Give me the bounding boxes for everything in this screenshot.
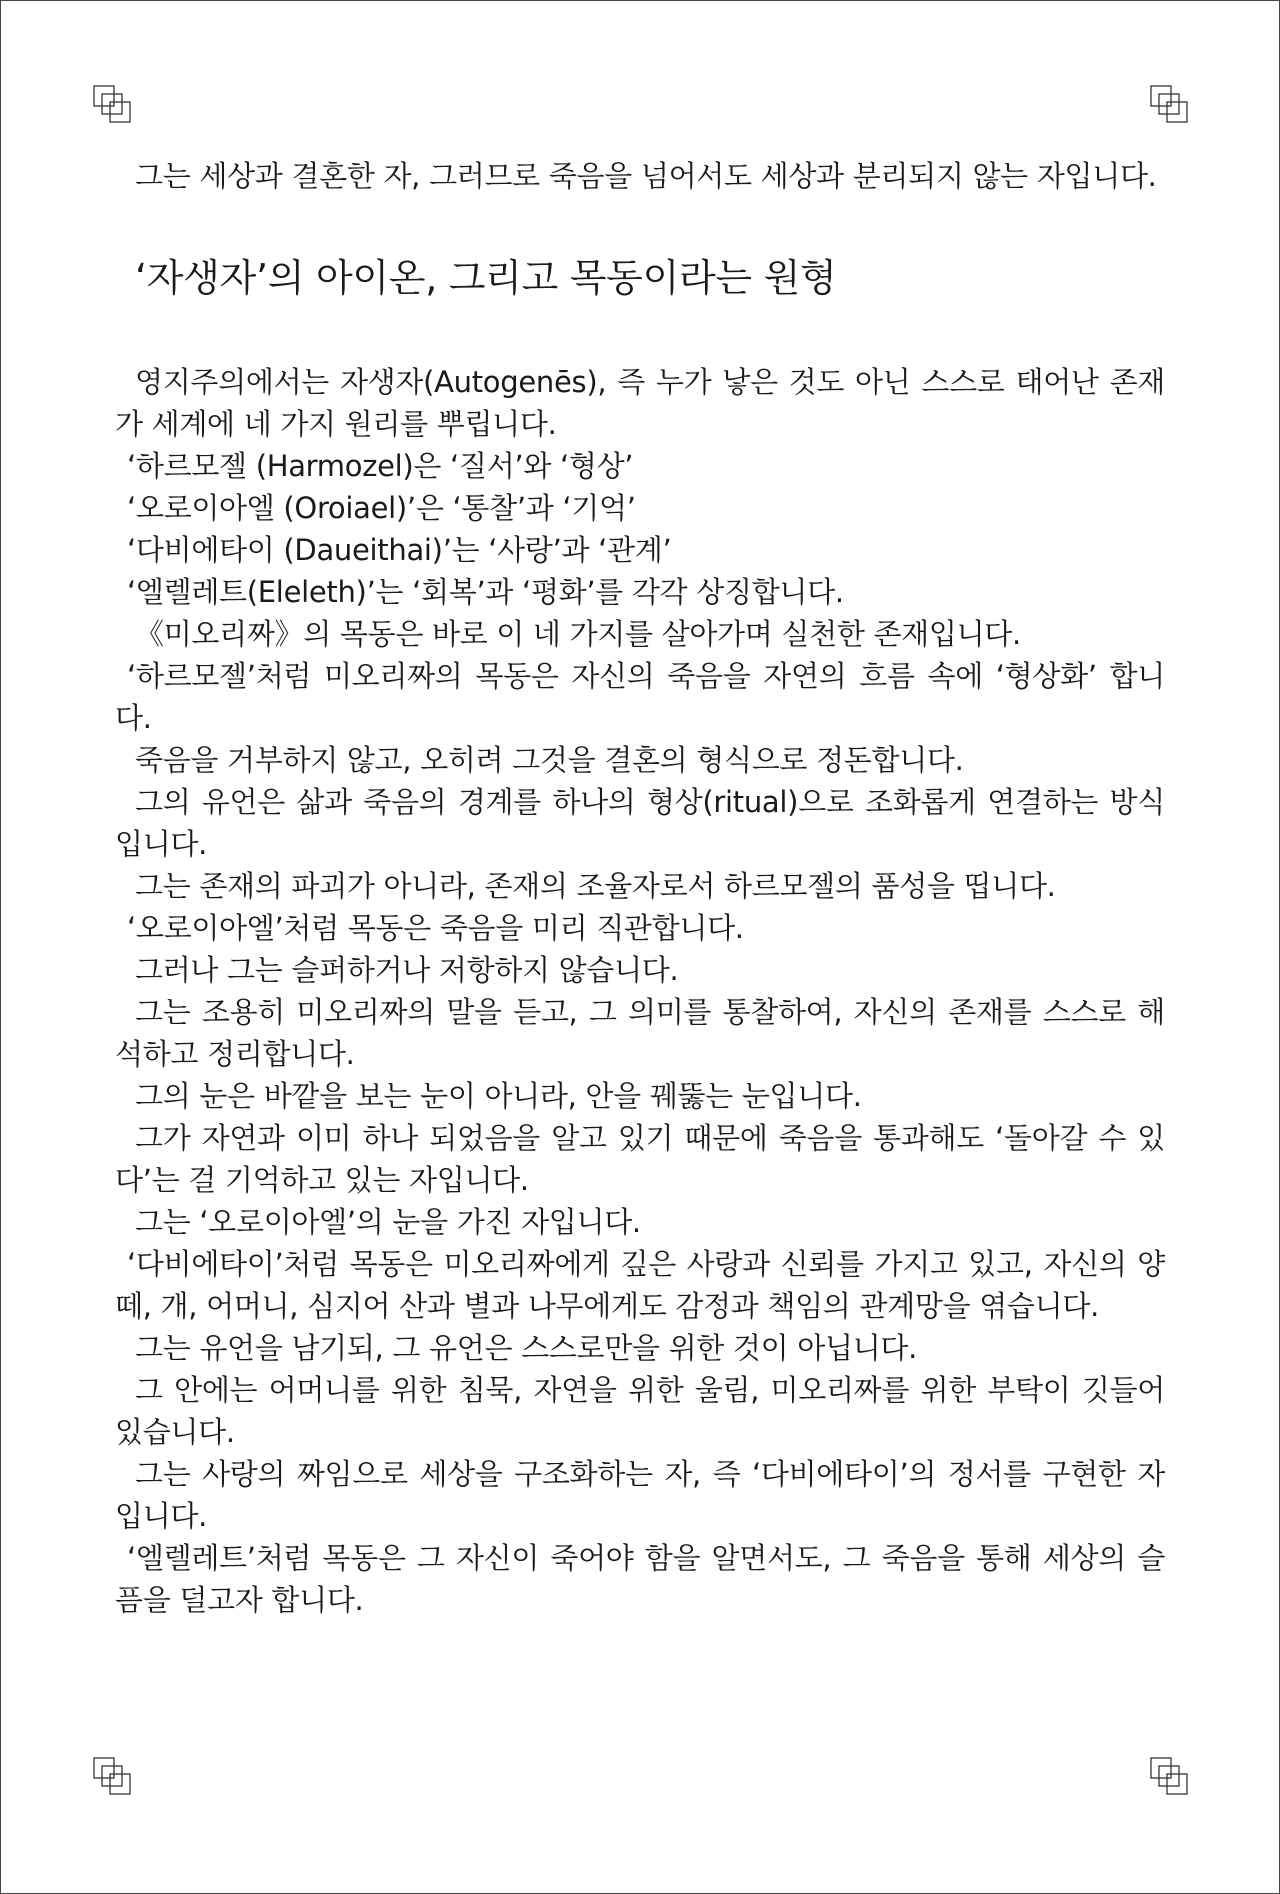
paragraph: 영지주의에서는 자생자(Autogenēs), 즉 누가 낳은 것도 아닌 스스로 태어난 존재가 세계에 네 가지 원리를 뿌립니다. bbox=[115, 365, 1165, 441]
corner-crop-mark-icon bbox=[93, 1757, 139, 1803]
paragraph: 그가 자연과 이미 하나 되었음을 알고 있기 때문에 죽음을 통과해도 ‘돌아갈 수 있다’는 걸 기억하고 있는 자입니다. bbox=[115, 1121, 1165, 1197]
corner-crop-mark-icon bbox=[1150, 1757, 1196, 1803]
paragraph: 그러나 그는 슬퍼하거나 저항하지 않습니다. bbox=[135, 953, 679, 987]
paragraph: 그는 사랑의 짜임으로 세상을 구조화하는 자, 즉 ‘다비에타이’의 정서를 구현한 자입니다. bbox=[115, 1457, 1165, 1533]
paragraph: ‘다비에타이 (Daueithai)’는 ‘사랑’과 ‘관계’ bbox=[127, 533, 672, 567]
section-heading: ‘자생자’의 아이온, 그리고 목동이라는 원형 bbox=[135, 256, 837, 300]
paragraph: ‘하르모젤 (Harmozel)은 ‘질서’와 ‘형상’ bbox=[127, 449, 634, 483]
paragraph: 그는 유언을 남기되, 그 유언은 스스로만을 위한 것이 아닙니다. bbox=[135, 1331, 918, 1365]
paragraph: ‘엘렐레트(Eleleth)’는 ‘회복’과 ‘평화’를 각각 상징합니다. bbox=[127, 575, 844, 609]
paragraph: ‘하르모젤’처럼 미오리짜의 목동은 자신의 죽음을 자연의 흐름 속에 ‘형상화’ 합니다. bbox=[115, 659, 1165, 735]
paragraph: ‘오로이아엘 (Oroiael)’은 ‘통찰’과 ‘기억’ bbox=[127, 491, 636, 525]
paragraph: ‘다비에타이’처럼 목동은 미오리짜에게 깊은 사랑과 신뢰를 가지고 있고, 자신의 양떼, 개, 어머니, 심지어 산과 별과 나무에게도 감정과 책임의 관계망을 엮습니다. bbox=[115, 1247, 1165, 1323]
paragraph: ‘엘렐레트’처럼 목동은 그 자신이 죽어야 함을 알면서도, 그 죽음을 통해 세상의 슬픔을 덜고자 합니다. bbox=[115, 1541, 1165, 1617]
paragraph: 그는 ‘오로이아엘’의 눈을 가진 자입니다. bbox=[135, 1205, 641, 1239]
paragraph: 죽음을 거부하지 않고, 오히려 그것을 결혼의 형식으로 정돈합니다. bbox=[135, 743, 964, 777]
paragraph-list bbox=[115, 361, 1165, 1621]
corner-crop-mark-icon bbox=[93, 85, 139, 131]
corner-crop-mark-icon bbox=[1150, 85, 1196, 131]
paragraph: 《미오리짜》의 목동은 바로 이 네 가지를 살아가며 실천한 존재입니다. bbox=[135, 617, 1021, 651]
paragraph: 그의 눈은 바깥을 보는 눈이 아니라, 안을 꿰뚫는 눈입니다. bbox=[135, 1079, 862, 1113]
paragraph: ‘오로이아엘’처럼 목동은 죽음을 미리 직관합니다. bbox=[127, 911, 744, 945]
paragraph: 그 안에는 어머니를 위한 침묵, 자연을 위한 울림, 미오리짜를 위한 부탁이 깃들어 있습니다. bbox=[115, 1373, 1165, 1449]
paragraph: 그는 존재의 파괴가 아니라, 존재의 조율자로서 하르모젤의 품성을 띱니다. bbox=[135, 869, 1056, 903]
document-body bbox=[115, 155, 1165, 1621]
paragraph: 그의 유언은 삶과 죽음의 경계를 하나의 형상(ritual)으로 조화롭게 연결하는 방식입니다. bbox=[115, 785, 1165, 861]
intro-paragraph: 그는 세상과 결혼한 자, 그러므로 죽음을 넘어서도 세상과 분리되지 않는 자입니다. bbox=[135, 159, 1157, 193]
paragraph: 그는 조용히 미오리짜의 말을 듣고, 그 의미를 통찰하여, 자신의 존재를 스스로 해석하고 정리합니다. bbox=[115, 995, 1165, 1071]
